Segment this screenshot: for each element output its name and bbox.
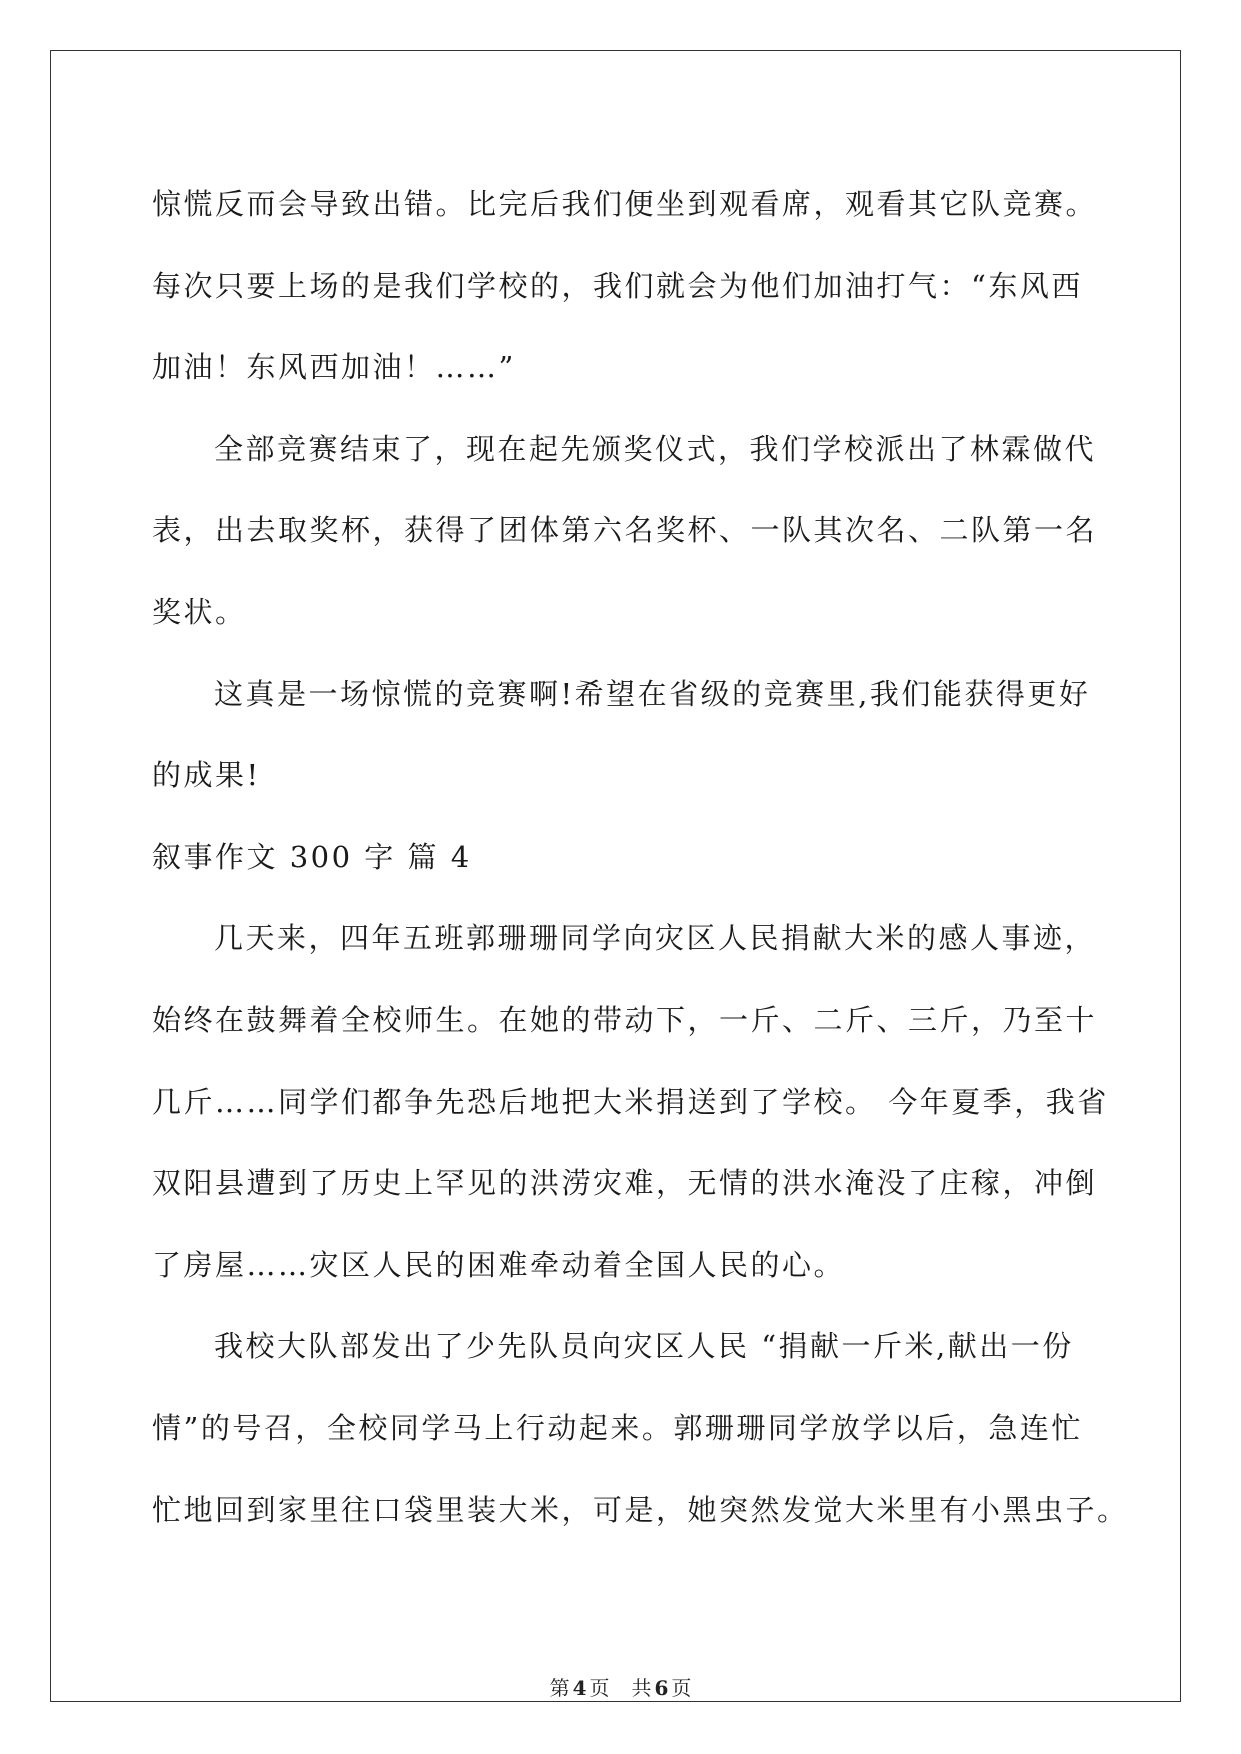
paragraph-start: 全部竞赛结束了，现在起先颁奖仪式，我们学校派出了林霖做代	[214, 431, 1097, 466]
footer-total-suffix: 页	[671, 1676, 692, 1700]
section-heading: 叙事作文 300 字 篇 4	[152, 839, 472, 874]
text-line: 加油！东风西加油！……”	[152, 350, 516, 385]
text-line: 双阳县遭到了历史上罕见的洪涝灾难，无情的洪水淹没了庄稼，冲倒	[152, 1166, 1098, 1201]
text-line: 情”的号召，全校同学马上行动起来。郭珊珊同学放学以后，急连忙	[152, 1410, 1083, 1445]
text-line: 了房屋……灾区人民的困难牵动着全国人民的心。	[152, 1247, 846, 1282]
total-page-number: 6	[654, 1676, 669, 1700]
document-body	[152, 164, 1129, 1551]
text-line: 几斤……同学们都争先恐后地把大米捐送到了学校。 今年夏季，我省	[152, 1084, 1109, 1119]
footer-total-prefix: 共	[631, 1676, 652, 1700]
text-line: 始终在鼓舞着全校师生。在她的带动下，一斤、二斤、三斤，乃至十	[152, 1002, 1098, 1037]
footer-prefix: 第	[549, 1676, 570, 1700]
text-line: 的成果!	[152, 758, 261, 793]
page-footer	[0, 1672, 1241, 1701]
text-line: 每次只要上场的是我们学校的，我们就会为他们加油打气：“东风西	[152, 268, 1083, 303]
footer-page-word: 页	[589, 1676, 610, 1700]
paragraph-start: 我校大队部发出了少先队员向灾区人民 “捐献一斤米,献出一份	[214, 1329, 1074, 1364]
text-line: 忙地回到家里往口袋里装大米，可是，她突然发觉大米里有小黑虫子。	[152, 1492, 1129, 1527]
current-page-number: 4	[572, 1676, 587, 1700]
text-line: 惊慌反而会导致出错。比完后我们便坐到观看席，观看其它队竞赛。	[152, 187, 1098, 221]
text-line: 奖状。	[152, 594, 247, 629]
paragraph-start: 几天来，四年五班郭珊珊同学向灾区人民捐献大米的感人事迹，	[214, 921, 1097, 956]
paragraph-start: 这真是一场惊慌的竞赛啊!希望在省级的竞赛里,我们能获得更好	[214, 676, 1091, 711]
text-line: 表，出去取奖杯，获得了团体第六名奖杯、一队其次名、二队第一名	[152, 513, 1098, 548]
